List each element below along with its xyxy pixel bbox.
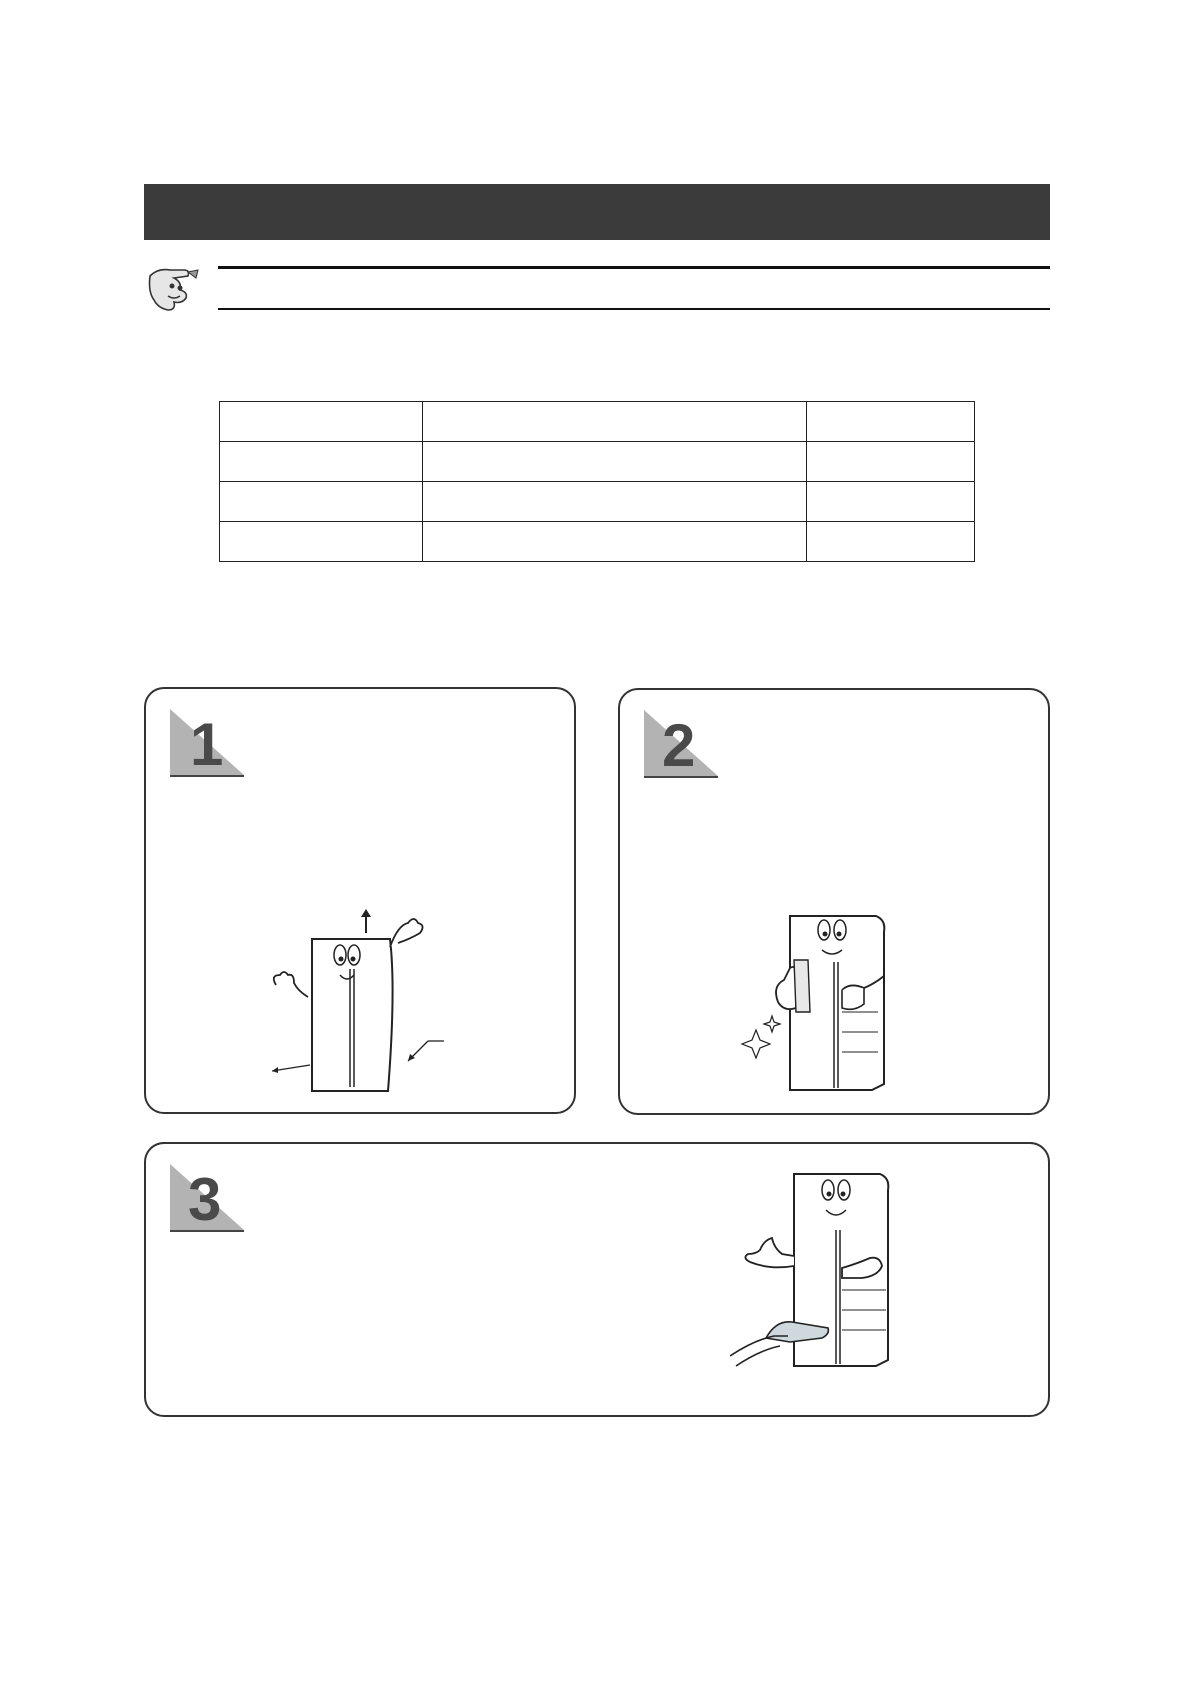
section-header-bar [144, 184, 1050, 240]
step-number: 1 [190, 711, 224, 778]
table-cell [423, 442, 807, 482]
refrigerator-thumbs-up-icon [738, 912, 938, 1102]
spec-table [219, 401, 975, 562]
table-cell [423, 522, 807, 562]
step-3-panel [144, 1142, 1050, 1417]
table-cell [220, 482, 423, 522]
table-cell [220, 402, 423, 442]
table-cell [807, 442, 975, 482]
table-row [220, 442, 975, 482]
refrigerator-lift-move-icon [258, 909, 458, 1099]
table-cell [220, 442, 423, 482]
table-cell [423, 402, 807, 442]
table-cell [807, 522, 975, 562]
step-number: 3 [188, 1166, 222, 1233]
table-cell [807, 482, 975, 522]
step-number-badge [644, 710, 720, 780]
pointing-hand-icon [144, 262, 200, 314]
table-cell [423, 482, 807, 522]
refrigerator-cleaning-icon [730, 1170, 930, 1380]
table-row [220, 402, 975, 442]
table-row [220, 482, 975, 522]
table-row [220, 522, 975, 562]
note-rule-bottom [218, 308, 1050, 310]
step-number: 2 [662, 712, 696, 779]
step-number-badge [170, 709, 246, 779]
table-cell [807, 402, 975, 442]
table-cell [220, 522, 423, 562]
step-2-panel [618, 688, 1050, 1115]
note-rule-top [218, 266, 1050, 269]
step-number-badge [170, 1164, 246, 1234]
step-1-panel [144, 687, 576, 1114]
